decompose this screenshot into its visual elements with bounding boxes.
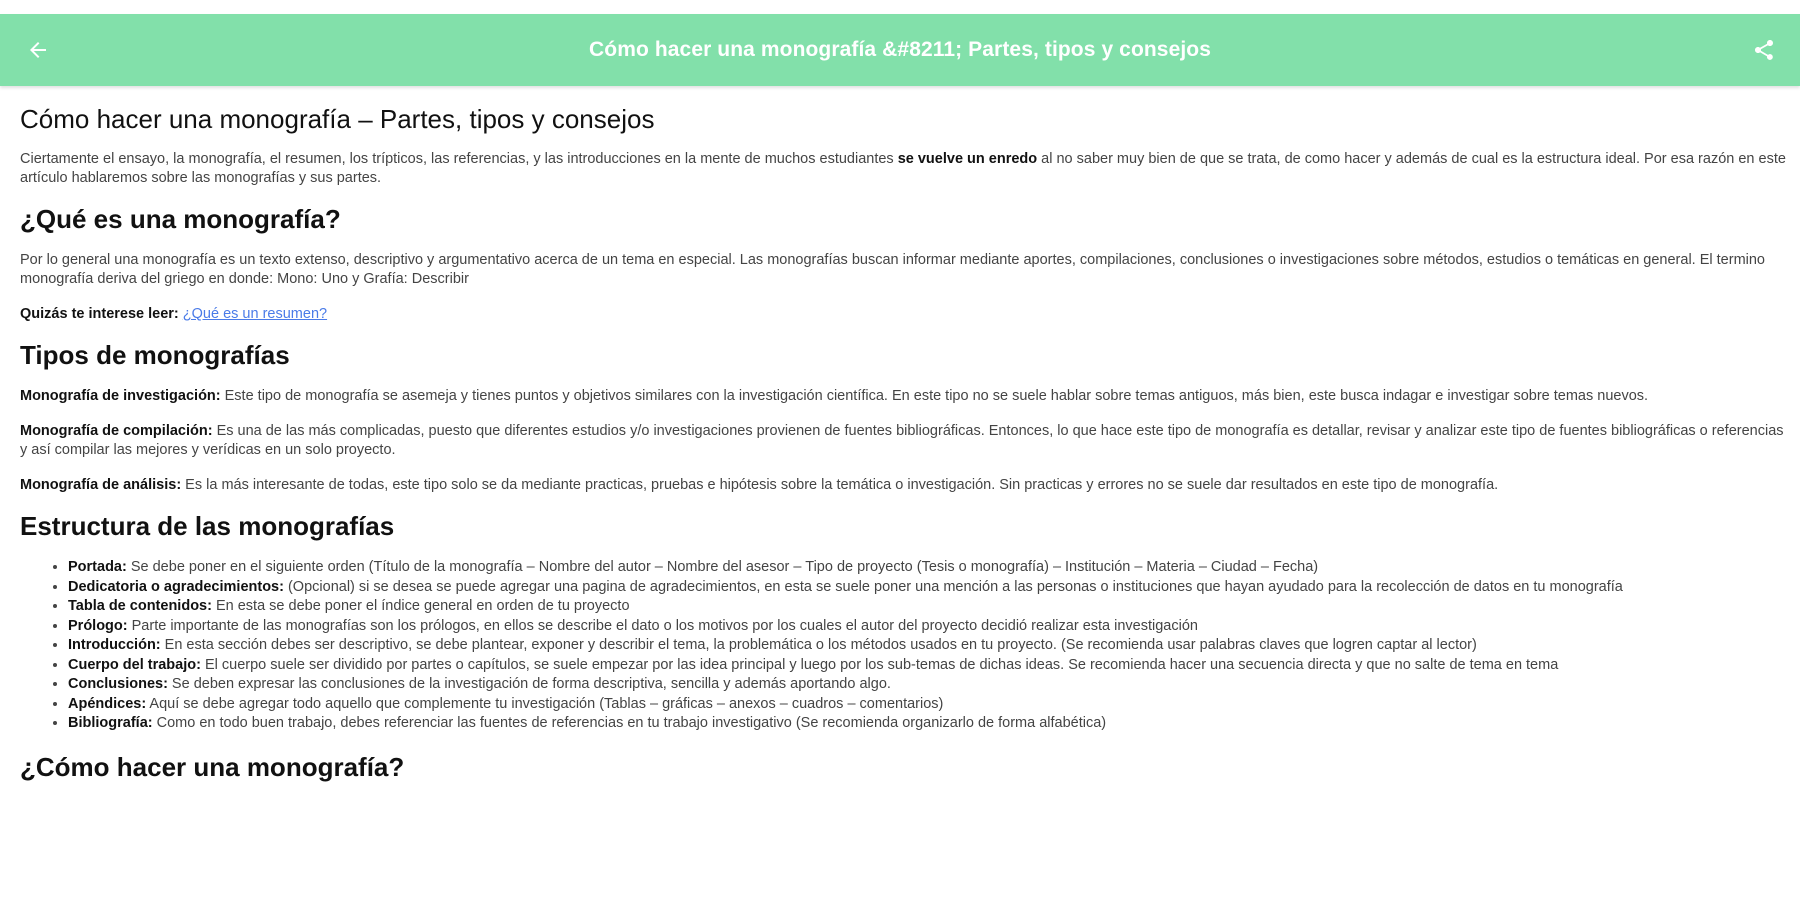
list-item <box>68 617 1786 637</box>
section-heading-structure: Estructura de las monografías <box>20 511 395 541</box>
list-item <box>68 675 1786 695</box>
app-bar <box>0 14 1800 86</box>
list-item-term: Conclusiones: <box>68 676 168 692</box>
list-item <box>68 558 1786 578</box>
list-item-term: Apéndices: <box>68 695 147 712</box>
list-item <box>68 656 1786 676</box>
list-item-text: (Opcional) si se desea se puede agregar una pagina de agradecimientos, en esta se suele poner una mención a las personas o instituciones que hayan ayudado para la recolección de datos en tu monografía <box>283 578 1623 595</box>
type-term: Monografía de investigación: <box>20 388 221 404</box>
article-title: Cómo hacer una monografía – Partes, tipos y consejos <box>20 104 655 134</box>
type-term: Monografía de análisis: <box>20 477 182 493</box>
share-button[interactable] <box>1728 14 1800 86</box>
related-reading <box>20 305 1786 324</box>
section-heading-how-to: ¿Cómo hacer una monografía? <box>20 751 405 782</box>
list-item <box>68 597 1786 617</box>
type-paragraph <box>20 422 1786 460</box>
list-item-text: Se debe poner en el siguiente orden (Título de la monografía – Nombre del autor – Nombre del asesor – Tipo de proyecto (Tesis o monografía) – Institución – Materia – Ciudad – Fecha) <box>126 559 1319 575</box>
intro-text-part2: al no saber muy bien de que se trata, de como hacer y además de cual es la estructura ideal. Por esa razón en este artículo hablaremos sobre las monografías y sus partes. <box>20 151 1786 186</box>
list-item <box>68 578 1786 598</box>
share-icon <box>1752 38 1776 62</box>
list-item-text: En esta sección debes ser descriptivo, se debe plantear, exponer y describir el tema, la problemática o los métodos usados en tu proyecto. (Se recomienda usar palabras claves que logren captar al lector) <box>160 637 1477 653</box>
section-heading-types: Tipos de monografías <box>20 340 290 370</box>
list-item-text: El cuerpo suele ser dividido por partes o capítulos, se suele empezar por las idea principal y luego por los sub-temas de dichas ideas. Se recomienda hacer una secuencia directa y que no salte de tema en tema <box>200 656 1559 673</box>
type-text: Es una de las más complicadas, puesto que diferentes estudios y/o investigaciones provienen de fuentes bibliográficas. Entonces, lo que hace este tipo de monografía es detallar, revisar y analizar este tipo de fuentes bibliográficas o referencias y así compilar las mejores y verídicas en un solo proyecto. <box>20 423 1784 458</box>
list-item-text: En esta se debe poner el índice general en orden de tu proyecto <box>211 598 630 614</box>
list-item <box>68 714 1786 734</box>
intro-text-part1: Ciertamente el ensayo, la monografía, el resumen, los trípticos, las referencias, y las introducciones en la mente de muchos estudiantes <box>20 151 898 167</box>
list-item-text: Como en todo buen trabajo, debes referenciar las fuentes de referencias en tu trabajo investigativo (Se recomienda organizarlo de forma alfabética) <box>152 715 1107 731</box>
section-heading-what-is: ¿Qué es una monografía? <box>20 204 341 234</box>
list-item-term: Portada: <box>68 559 127 575</box>
list-item-term: Tabla de contenidos: <box>68 598 212 614</box>
arrow-left-icon <box>26 38 50 62</box>
list-item-term: Introducción: <box>68 637 161 653</box>
list-item-term: Prólogo: <box>68 617 128 634</box>
type-paragraph <box>20 387 1786 406</box>
list-item-term: Dedicatoria o agradecimientos: <box>68 578 284 595</box>
list-item-text: Aquí se debe agregar todo aquello que complemente tu investigación (Tablas – gráficas – anexos – cuadros – comentarios) <box>146 695 944 712</box>
intro-text-bold: se vuelve un enredo <box>897 151 1038 167</box>
app-bar-title: Cómo hacer una monografía &#8211; Partes, tipos y consejos <box>589 38 1211 61</box>
back-button[interactable] <box>2 14 74 86</box>
list-item-text: Se deben expresar las conclusiones de la investigación de forma descriptiva, sencilla y además aportando algo. <box>167 676 891 692</box>
list-item <box>68 636 1786 656</box>
article-content[interactable] <box>20 86 1786 900</box>
definition-paragraph: Por lo general una monografía es un texto extenso, descriptivo y argumentativo acerca de un tema en especial. Las monografías buscan informar mediante aportes, compilaciones, conclusiones o investigaciones sobre métodos, estudios o temáticas en general. El termino monografía deriva del griego en donde: Mono: Uno y Grafía: Describir <box>20 252 1765 287</box>
status-strip <box>0 0 1800 14</box>
type-term: Monografía de compilación: <box>20 423 213 439</box>
related-label: Quizás te interese leer: <box>20 306 179 322</box>
type-paragraph <box>20 476 1786 495</box>
intro-paragraph <box>20 150 1786 188</box>
list-item-term: Cuerpo del trabajo: <box>68 656 201 673</box>
structure-list <box>68 558 1786 734</box>
list-item-term: Bibliografía: <box>68 715 153 731</box>
list-item <box>68 695 1786 715</box>
type-text: Este tipo de monografía se asemeja y tienes puntos y objetivos similares con la investigación científica. En este tipo no se suele hablar sobre temas antiguos, más bien, este busca indagar e investigar sobre temas nuevos. <box>220 388 1649 404</box>
related-link[interactable]: ¿Qué es un resumen? <box>182 306 328 322</box>
list-item-text: Parte importante de las monografías son los prólogos, en ellos se describe el dato o los motivos por los cuales el autor del proyecto decidió realizar esta investigación <box>127 617 1198 634</box>
type-text: Es la más interesante de todas, este tipo solo se da mediante practicas, pruebas e hipótesis sobre la temática o investigación. Sin practicas y errores no se suele dar resultados en este tipo de monografía. <box>181 477 1499 493</box>
